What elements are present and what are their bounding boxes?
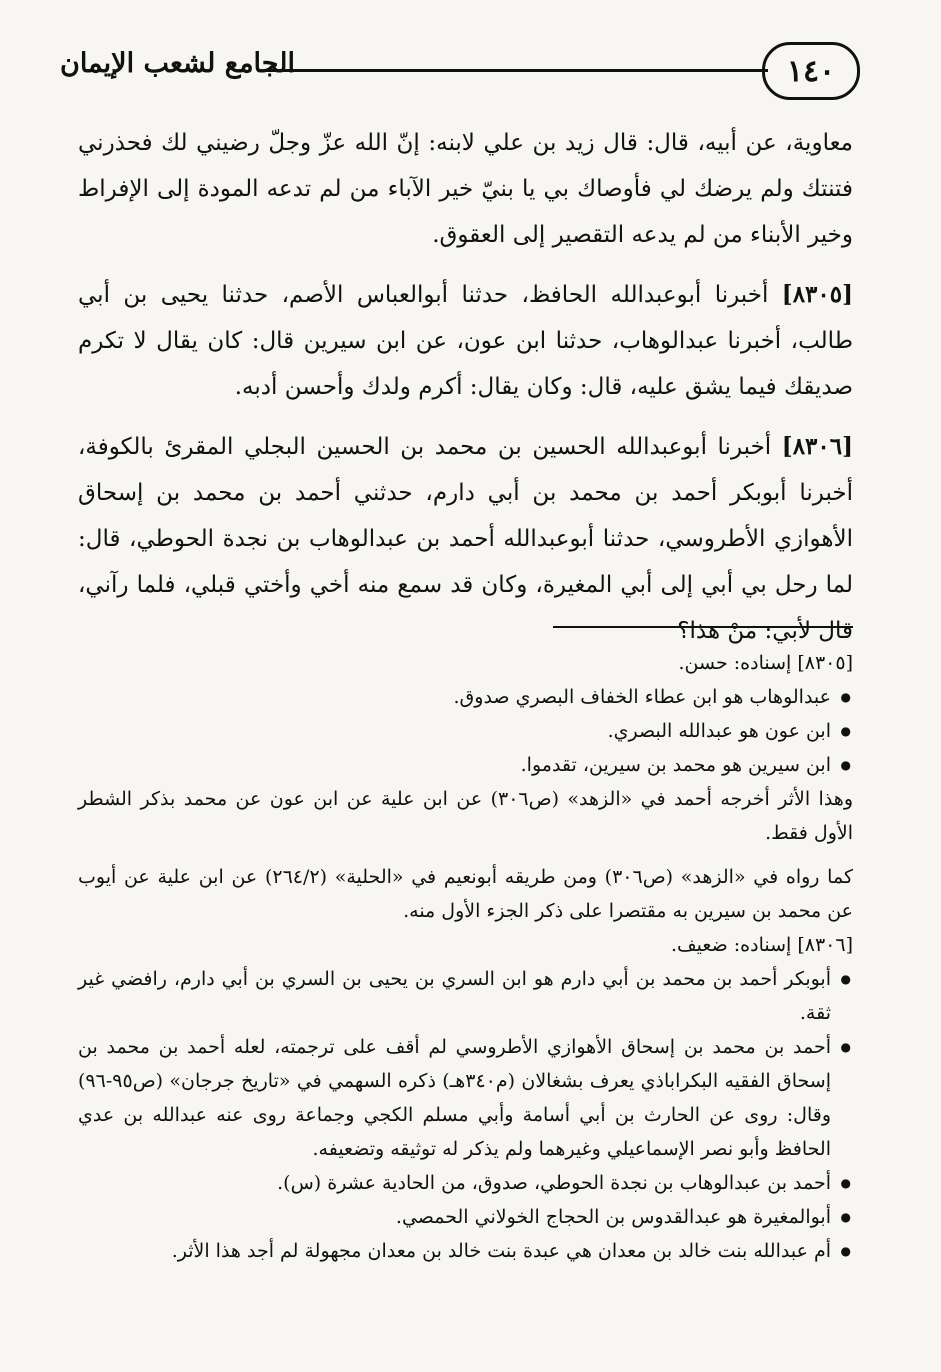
paragraph-8305 [78,272,853,410]
list-item: ● ابن سيرين هو محمد بن سيرين، تقدموا. [78,748,853,782]
paragraph-text: أخبرنا أبوعبدالله الحافظ، حدثنا أبوالعباس الأصم، حدثنا يحيى بن أبي طالب، أخبرنا عبدالوهاب، حدثنا ابن عون، عن ابن سيرين قال: كان يقال لا تكرم صديقك فيما يشق عليه، قال: وكان يقال: أكرم ولدك وأحسن أدبه. [78,282,853,400]
list-item: ● أحمد بن عبدالوهاب بن نجدة الحوطي، صدوق، من الحادية عشرة (س). [78,1166,853,1200]
list-item: ● أم عبدالله بنت خالد بن معدان هي عبدة بنت خالد بن معدان مجهولة لم أجد هذا الأثر. [78,1234,853,1268]
list-item: ● أبوبكر أحمد بن محمد بن أبي دارم هو ابن السري بن يحيى بن السري بن أبي دارم، رافضي غير ثقة. [78,962,853,1030]
list-item: ● ابن عون هو عبدالله البصري. [78,714,853,748]
header-rule [266,69,768,72]
hadith-number: [٨٣٠٦] [781,433,853,460]
list-item: ● أبوالمغيرة هو عبدالقدوس بن الحجاج الخولاني الحمصي. [78,1200,853,1234]
footnote-list-8306 [78,962,853,1268]
paragraph [78,120,853,258]
footnotes [78,646,853,1268]
paragraph-text: أخبرنا أبوعبدالله الحسين بن محمد بن الحسين البجلي المقرئ بالكوفة، أخبرنا أبوبكر أحمد بن محمد بن أبي دارم، حدثني أحمد بن محمد بن إسحاق الأهوازي الأطروسي، حدثنا أبوعبدالله أحمد بن عبدالوهاب بن نجدة الحوطي، قال: لما رحل بي أبي إلى أبي المغيرة، وكان قد سمع منه أخي وأختي قبلي، فلما رآني، قال لأبي: مَنْ هذا؟ [78,434,853,644]
list-item: ● عبدالوهاب هو ابن عطاء الخفاف البصري صدوق. [78,680,853,714]
footnote-separator [553,626,853,628]
footnote-head-8306: [٨٣٠٦] إسناده: ضعيف. [670,934,853,956]
footnote-list-8305 [78,680,853,782]
footnote-note: وهذا الأثر أخرجه أحمد في «الزهد» (ص٣٠٦) عن ابن علية عن ابن عون عن محمد بذكر الشطر الأول فقط. [78,788,853,844]
list-item: ● أحمد بن محمد بن إسحاق الأهوازي الأطروسي لم أقف على ترجمته، لعله أحمد بن محمد بن إسحاق الفقيه البكراباذي يعرف بشغالان (م٣٤٠هـ) ذكره السهمي في «تاريخ جرجان» (ص٩٥-٩٦) وقال: روى عن الحارث بن أبي أسامة وأبي مسلم الكجي وجماعة روى عنه عبدالله بن عدي الحافظ وأبو نصر الإسماعيلي وغيرهما ولم يذكر له توثيقه وتضعيفه. [78,1030,853,1166]
paragraph-text: معاوية، عن أبيه، قال: قال زيد بن علي لابنه: إنّ الله عزّ وجلّ رضيني لك فحذرني فتنتك ولم يرضك لي فأوصاك بي يا بنيّ خير الآباء من لم تدعه المودة إلى الإفراط وخير الأبناء من لم يدعه التقصير إلى العقوق. [78,130,853,248]
page-header [60,38,860,102]
main-text [78,120,853,668]
footnote-note: كما رواه في «الزهد» (ص٣٠٦) ومن طريقه أبونعيم في «الحلية» (٢٦٤/٢) عن ابن علية عن أيوب عن محمد بن سيرين به مقتصرا على ذكر الجزء الأول منه. [78,866,854,922]
footnote-head-8305: [٨٣٠٥] إسناده: حسن. [678,652,853,674]
paragraph-8306 [78,424,853,654]
page-number: ١٤٠ [762,42,860,100]
hadith-number: [٨٣٠٥] [781,281,853,308]
book-title: الجامع لشعب الإيمان [60,48,295,79]
